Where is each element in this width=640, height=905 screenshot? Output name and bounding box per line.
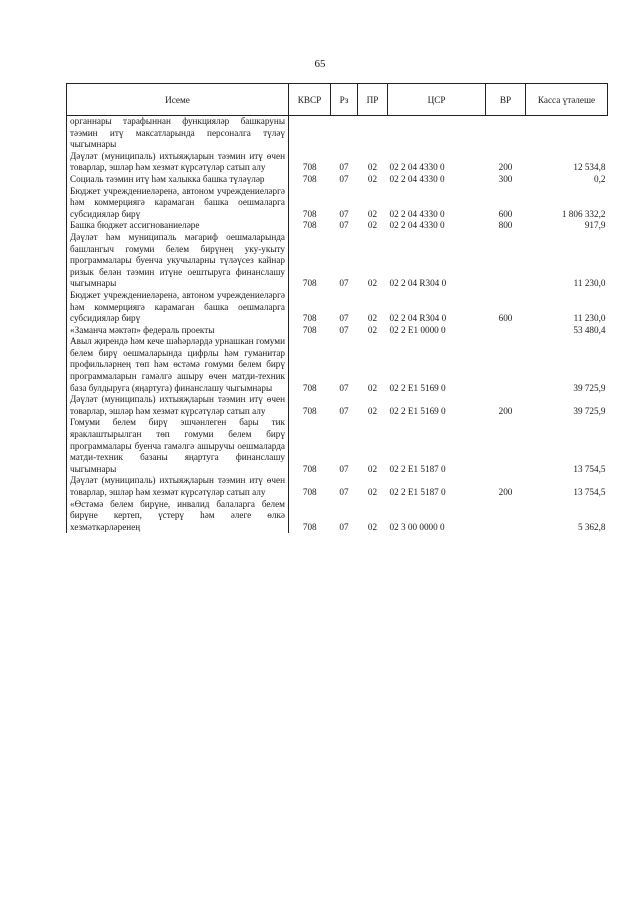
cell-csr	[388, 116, 486, 151]
cell-kvsr: 708	[302, 463, 317, 474]
cell-pr: 02	[367, 173, 378, 184]
cell-rz: 07	[339, 487, 349, 497]
cell-kvsr: 708	[302, 173, 317, 184]
cell-rz: 07	[339, 382, 349, 393]
table-row	[67, 232, 608, 290]
header-pr: ПР	[358, 84, 388, 116]
cell-amount: 53 480,4	[573, 324, 606, 335]
table-row	[67, 499, 608, 534]
cell-kvsr: 708	[302, 521, 317, 532]
cell-csr: 02 2 E1 5187 0	[389, 463, 446, 474]
cell-rz: 07	[339, 521, 349, 532]
cell-pr: 02	[367, 487, 378, 497]
cell-rz: 07	[339, 324, 349, 335]
cell-rz: 07	[339, 463, 349, 474]
cell-vr	[486, 417, 526, 475]
header-name: Исеме	[67, 84, 289, 116]
cell-amount: 11 230,0	[573, 313, 606, 324]
cell-name: Дәүләт (муниципаль) ихтыяҗларын тәэмин итү өчен товарлар, эшләр һәм хезмәт күрсәтүләр сатып алу	[67, 475, 289, 498]
cell-vr: 600	[498, 313, 513, 324]
cell-csr: 02 2 04 4330 0	[389, 220, 445, 231]
cell-amount: 0,2	[594, 173, 606, 184]
cell-amount: 1 806 332,2	[561, 208, 606, 219]
table-row	[67, 174, 608, 186]
cell-name: Дәүләт һәм муниципаль мәгариф оешмаларында башлангыч гомуми белем бирүнең уку-укыту программалары буенча укучыларны түләүсез кайнар ризык белән тәэмин итүне оештыруга финанслашу чыгымнары	[67, 232, 289, 290]
cell-csr: 02 2 04 4330 0	[389, 208, 445, 219]
cell-name: Дәүләт (муниципаль) ихтыяҗларын тәэмин итү өчен товарлар, эшләр һәм хезмәт күрсәтүләр сатып алу	[67, 394, 289, 417]
cell-amount: 917,9	[584, 220, 606, 231]
cell-name: Бюджет учреждениеләренә, автоном учреждениеләргә һәм коммерциягә карамаган башка оешмаларга субсидияләр бирү	[67, 186, 289, 221]
cell-csr: 02 2 E1 5169 0	[389, 382, 446, 393]
cell-pr: 02	[367, 313, 378, 324]
table-row	[67, 325, 608, 337]
cell-amount	[526, 116, 608, 151]
table-row	[67, 186, 608, 221]
cell-rz: 07	[339, 162, 349, 173]
table-row	[67, 151, 608, 174]
cell-kvsr: 708	[302, 487, 317, 497]
cell-pr: 02	[367, 220, 378, 231]
cell-amount: 13 754,5	[573, 487, 606, 497]
cell-vr	[486, 116, 526, 151]
cell-kvsr: 708	[302, 313, 317, 324]
table-row	[67, 336, 608, 394]
cell-name: «Заманча мәктәп» федераль проекты	[67, 325, 289, 337]
cell-pr: 02	[367, 382, 378, 393]
cell-name: «Өстәмә белем бирүне, инвалид балаларга белем бирүне кертеп, үстерү һәм әлеге өлкә хезмәткәрләренең	[67, 499, 289, 534]
cell-kvsr	[289, 116, 331, 151]
header-rz: Рз	[331, 84, 358, 116]
cell-rz: 07	[339, 173, 349, 184]
cell-pr: 02	[367, 324, 378, 335]
cell-vr	[486, 232, 526, 290]
cell-kvsr: 708	[302, 324, 317, 335]
table-header-row	[67, 84, 608, 116]
cell-pr: 02	[367, 278, 378, 289]
cell-amount: 12 534,8	[573, 162, 606, 173]
cell-rz: 07	[339, 405, 349, 416]
cell-pr: 02	[367, 521, 378, 532]
cell-vr: 800	[498, 220, 513, 231]
table-row	[67, 116, 608, 151]
cell-vr	[486, 325, 526, 337]
cell-kvsr: 708	[302, 382, 317, 393]
table-row	[67, 220, 608, 232]
cell-name: органнары тарафыннан функцияләр башкаруны тәэмин итү максатларында персоналга түләү чыгымнары	[67, 116, 289, 151]
cell-amount: 39 725,9	[573, 382, 606, 393]
cell-amount: 11 230,0	[573, 278, 606, 289]
cell-csr: 02 2 E1 5169 0	[389, 405, 446, 416]
cell-csr: 02 2 04 4330 0	[389, 173, 445, 184]
cell-vr: 200	[498, 487, 513, 497]
header-vr: ВР	[486, 84, 526, 116]
cell-amount: 5 362,8	[577, 521, 606, 532]
cell-kvsr: 708	[302, 208, 317, 219]
cell-kvsr: 708	[302, 162, 317, 173]
cell-rz: 07	[339, 278, 349, 289]
cell-pr: 02	[367, 463, 378, 474]
cell-vr: 300	[498, 173, 513, 184]
cell-csr: 02 2 E1 0000 0	[389, 324, 446, 335]
cell-pr: 02	[367, 208, 378, 219]
table-row	[67, 290, 608, 325]
cell-csr: 02 2 04 R304 0	[389, 313, 447, 324]
cell-kvsr: 708	[302, 405, 317, 416]
cell-kvsr: 708	[302, 278, 317, 289]
budget-table	[66, 83, 608, 533]
page-number: 65	[314, 58, 326, 70]
table-row	[67, 417, 608, 475]
cell-csr: 02 2 04 R304 0	[389, 278, 447, 289]
cell-vr	[486, 499, 526, 534]
cell-amount: 13 754,5	[573, 463, 606, 474]
cell-kvsr: 708	[302, 220, 317, 231]
header-csr: ЦСР	[388, 84, 486, 116]
cell-csr: 02 3 00 0000 0	[389, 521, 445, 532]
cell-rz: 07	[339, 313, 349, 324]
cell-name: Дәүләт (муниципаль) ихтыяҗларын тәэмин итү өчен товарлар, эшләр һәм хезмәт күрсәтүләр сатып алу	[67, 151, 289, 174]
cell-pr: 02	[367, 162, 378, 173]
cell-rz: 07	[339, 208, 349, 219]
header-kvsr: КВСР	[289, 84, 331, 116]
cell-csr: 02 2 04 4330 0	[389, 162, 445, 173]
cell-vr: 600	[498, 208, 513, 219]
cell-vr: 200	[498, 162, 513, 173]
header-amount: Касса үтәлеше	[526, 84, 608, 116]
cell-amount: 39 725,9	[573, 405, 606, 416]
cell-vr: 200	[498, 405, 513, 416]
cell-rz	[331, 116, 358, 151]
cell-name: Авыл җирендә һәм кече шәһәрләрдә урнашкан гомуми белем бирү оешмаларында цифрлы һәм гуманитар профильләрнең төп һәм өстәмә гомуми белем бирү программаларын гамәлгә ашыру өчен матди-техник база булдыруга (яңартуга) финанслашу чыгымнары	[67, 336, 289, 394]
cell-rz: 07	[339, 220, 349, 231]
cell-pr: 02	[367, 405, 378, 416]
cell-csr: 02 2 E1 5187 0	[389, 487, 446, 497]
cell-name: Гомуми белем бирү эшчәнлеген бары тик яраклаштырылган төп гомуми белем бирү программалары буенча гамәлгә ашыручы оешмаларда матди-техник базаны яңартуга финанслашу чыгымнары	[67, 417, 289, 475]
cell-name: Социаль тәэмин итү һәм халыкка башка түләүләр	[67, 174, 289, 186]
cell-name: Башка бюджет ассигнованиеләре	[67, 220, 289, 232]
table-row	[67, 475, 608, 498]
cell-vr	[486, 336, 526, 394]
cell-pr	[358, 116, 388, 151]
cell-name: Бюджет учреждениеләренә, автоном учреждениеләргә һәм коммерциягә карамаган башка оешмаларга субсидияләр бирү	[67, 290, 289, 325]
table-row	[67, 394, 608, 417]
